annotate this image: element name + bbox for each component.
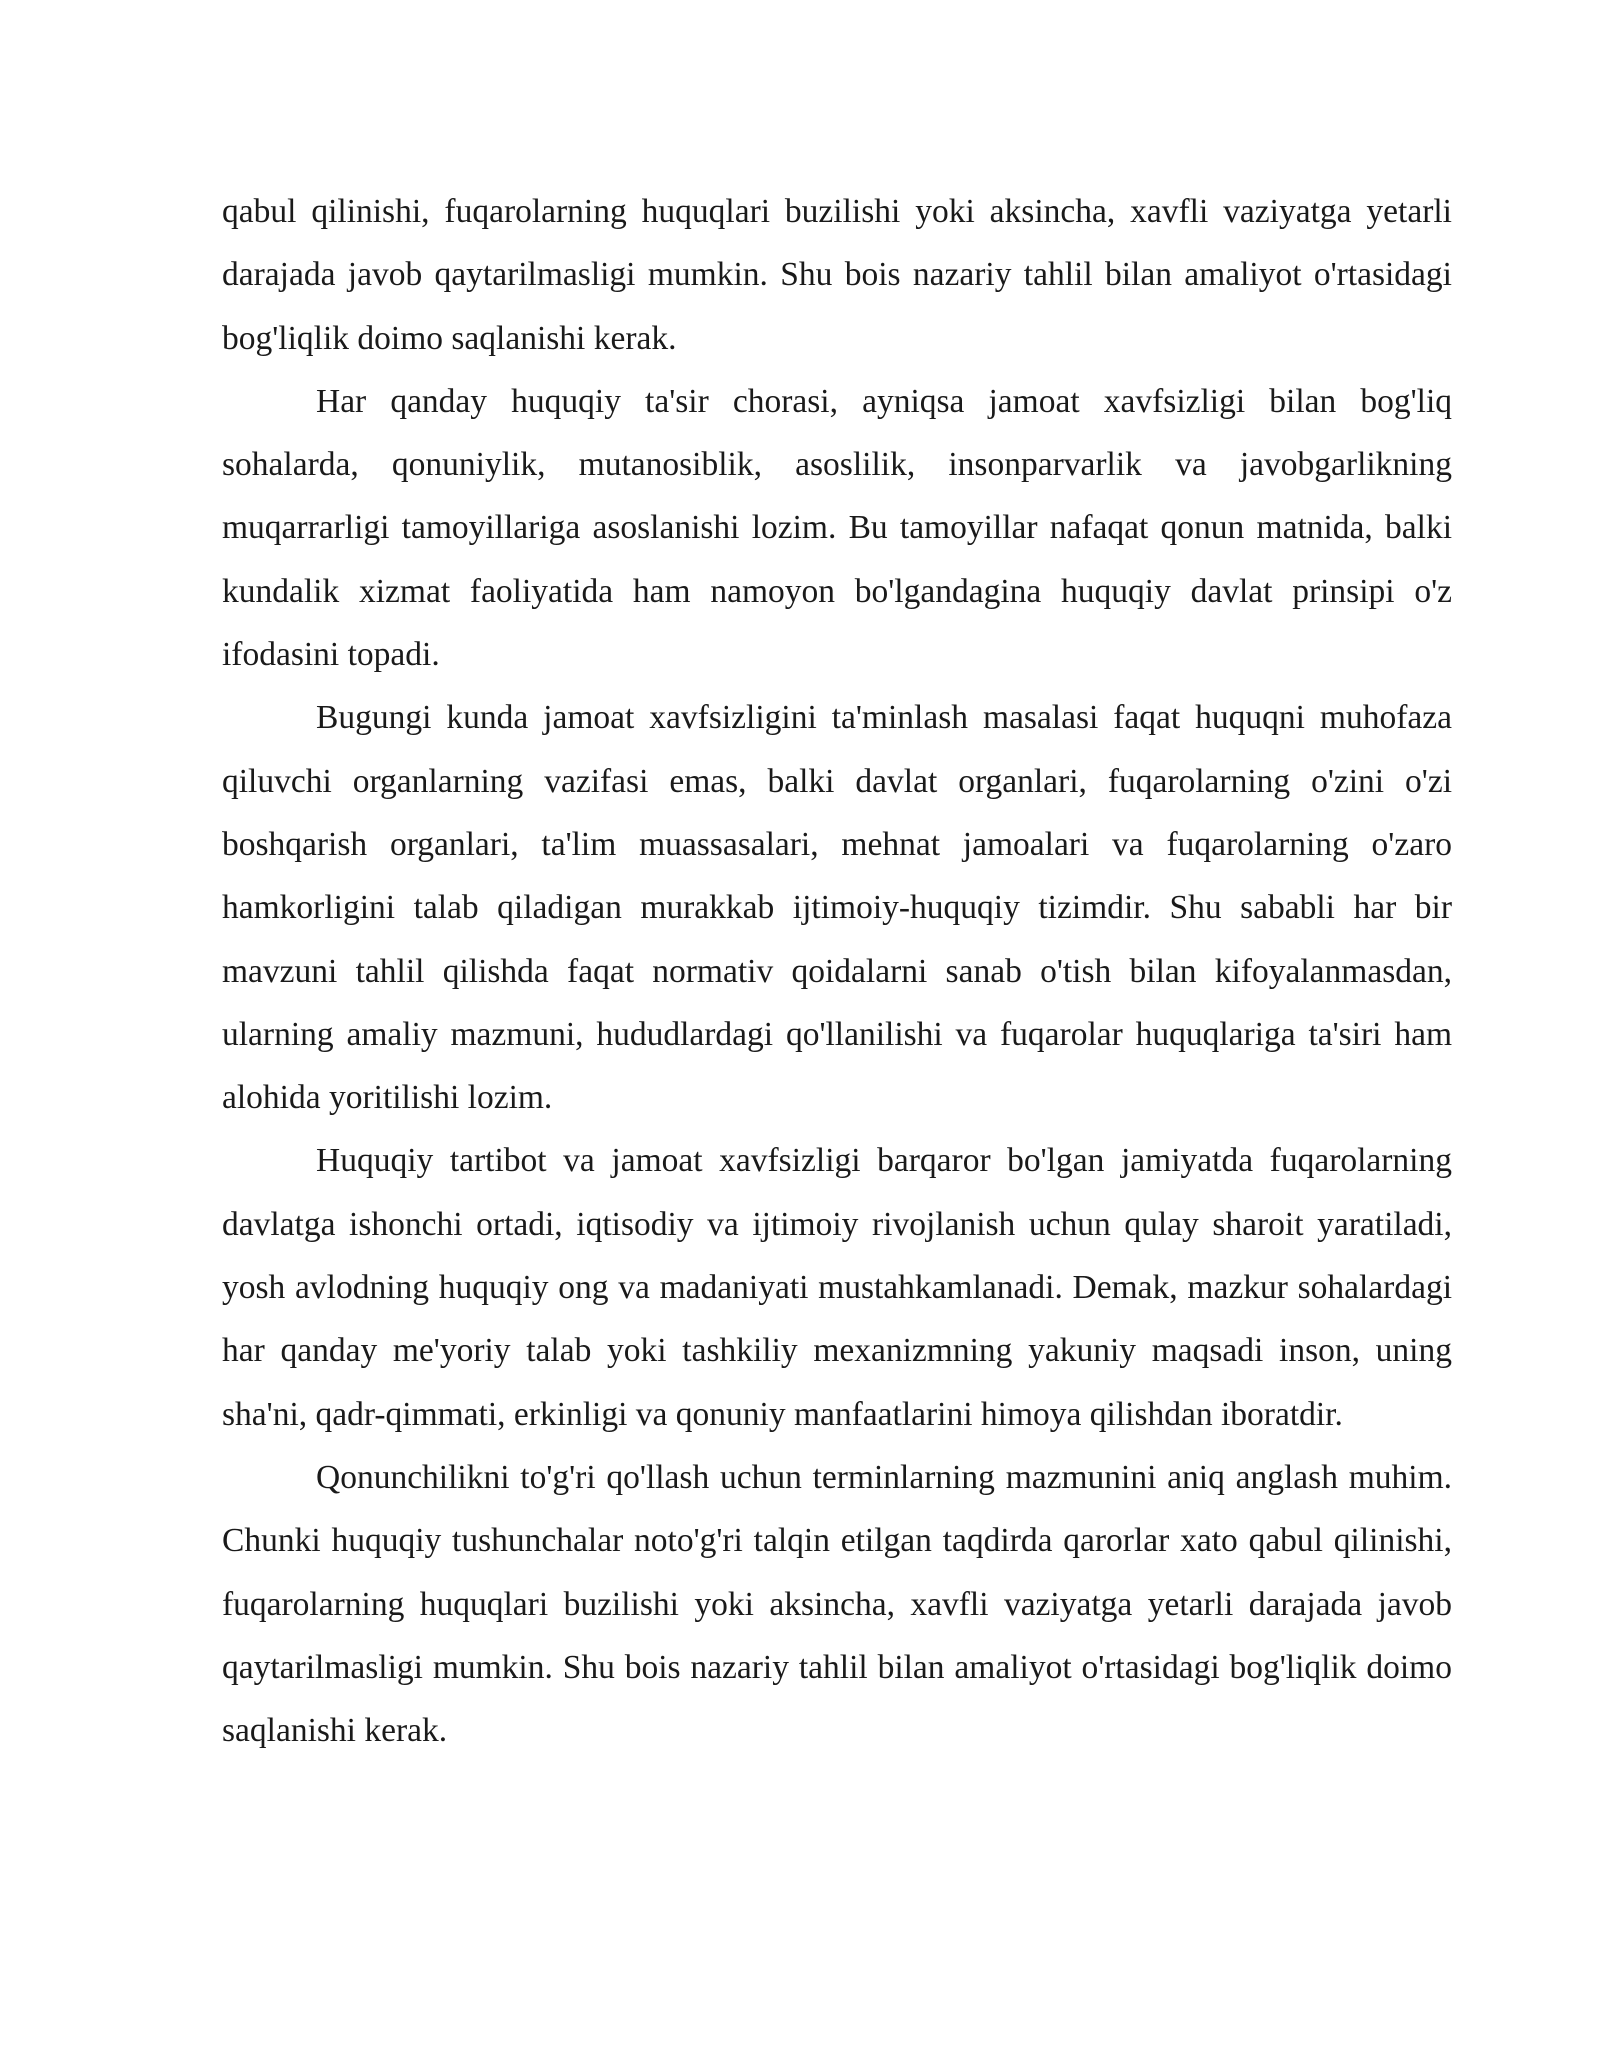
- body-text: [222, 180, 1452, 1762]
- paragraph: Bugungi kunda jamoat xavfsizligini ta'minlash masalasi faqat huquqni muhofaza qiluvchi organlarning vazifasi emas, balki davlat organlari, fuqarolarning o'zini o'zi boshqarish organlari, ta'lim muassasalari, mehnat jamoalari va fuqarolarning o'zaro hamkorligini talab qiladigan murakkab ijtimoiy-huquqiy tizimdir. Shu sababli har bir mavzuni tahlil qilishda faqat normativ qoidalarni sanab o'tish bilan kifoyalanmasdan, ularning amaliy mazmuni, hududlardagi qo'llanilishi va fuqarolar huquqlariga ta'siri ham alohida yoritilishi lozim.: [222, 699, 1452, 1117]
- paragraph-continuation: qabul qilinishi, fuqarolarning huquqlari buzilishi yoki aksincha, xavfli vaziyatga yetarli darajada javob qaytarilmasligi mumkin. Shu bois nazariy tahlil bilan amaliyot o'rtasidagi bog'liqlik doimo saqlanishi kerak.: [222, 193, 1452, 357]
- paragraph: Har qanday huquqiy ta'sir chorasi, ayniqsa jamoat xavfsizligi bilan bog'liq sohalarda, qonuniylik, mutanosiblik, asoslilik, insonparvarlik va javobgarlikning muqarrarligi tamoyillariga asoslanishi lozim. Bu tamoyillar nafaqat qonun matnida, balki kundalik xizmat faoliyatida ham namoyon bo'lgandagina huquqiy davlat prinsipi o'z ifodasini topadi.: [222, 382, 1452, 674]
- paragraph: Qonunchilikni to'g'ri qo'llash uchun terminlarning mazmunini aniq anglash muhim. Chunki huquqiy tushunchalar noto'g'ri talqin etilgan taqdirda qarorlar xato qabul qilinishi, fuqarolarning huquqlari buzilishi yoki aksincha, xavfli vaziyatga yetarli darajada javob qaytarilmasligi mumkin. Shu bois nazariy tahlil bilan amaliyot o'rtasidagi bog'liqlik doimo saqlanishi kerak.: [222, 1458, 1452, 1750]
- paragraph: Huquqiy tartibot va jamoat xavfsizligi barqaror bo'lgan jamiyatda fuqarolarning davlatga ishonchi ortadi, iqtisodiy va ijtimoiy rivojlanish uchun qulay sharoit yaratiladi, yosh avlodning huquqiy ong va madaniyati mustahkamlanadi. Demak, mazkur sohalardagi har qanday me'yoriy talab yoki tashkiliy mexanizmning yakuniy maqsadi inson, uning sha'ni, qadr-qimmati, erkinligi va qonuniy manfaatlarini himoya qilishdan iboratdir.: [222, 1142, 1452, 1433]
